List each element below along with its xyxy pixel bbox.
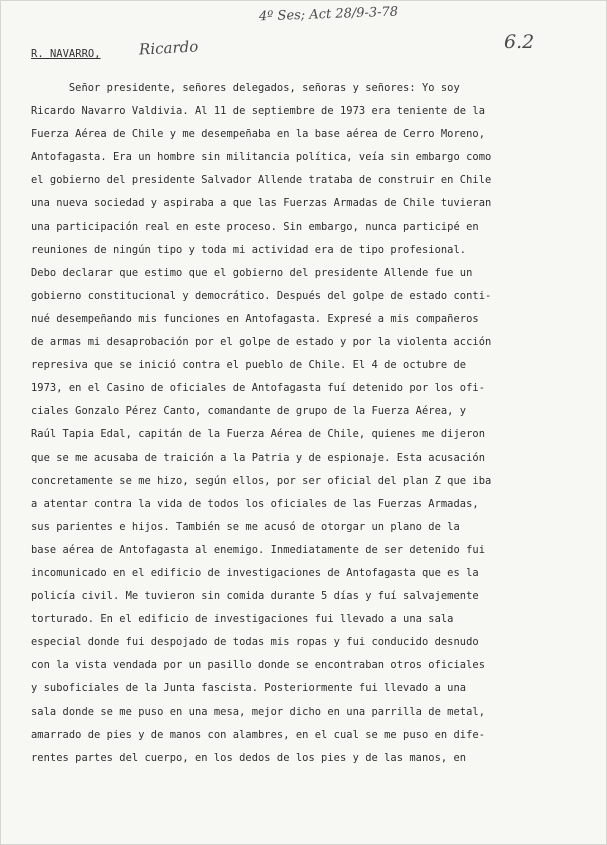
text-line: torturado. En el edificio de investigaciones fui llevado a una sala bbox=[31, 613, 454, 626]
text-line: Señor presidente, señores delegados, señoras y señores: Yo soy bbox=[31, 82, 460, 94]
text-line: Fuerza Aérea de Chile y me desempeñaba en la base aérea de Cerro Moreno, bbox=[31, 128, 486, 141]
text-line: nué desempeñando mis funciones en Antofagasta. Expresé a mis compañeros bbox=[31, 312, 479, 325]
text-line: con la vista vendada por un pasillo donde se encontraban otros oficiales bbox=[31, 659, 486, 672]
page-number: 6.2 bbox=[504, 31, 535, 53]
text-line: Raúl Tapia Edal, capitán de la Fuerza Aérea de Chile, quienes me dijeron bbox=[31, 428, 486, 441]
text-line: concretamente se me hizo, según ellos, por ser oficial del plan Z que iba bbox=[31, 474, 492, 487]
text-line: reuniones de ningún tipo y toda mi actividad era de tipo profesional. bbox=[31, 243, 467, 256]
handwritten-annotation: 4º Ses; Act 28/9-3-78 bbox=[258, 4, 399, 25]
text-line: el gobierno del presidente Salvador Allende trataba de construir en Chile bbox=[31, 174, 492, 187]
text-line: que se me acusaba de traición a la Patria y de espionaje. Esta acusación bbox=[31, 451, 486, 464]
text-line: amarrado de pies y de manos con alambres, en el cual se me puso en dife- bbox=[31, 728, 486, 741]
handwritten-first-name: Ricardo bbox=[138, 37, 199, 59]
text-line: de armas mi desaprobación por el golpe de estado y por la violenta acción bbox=[31, 336, 492, 349]
text-line: Ricardo Navarro Valdivia. Al 11 de septiembre de 1973 era teniente de la bbox=[31, 105, 486, 118]
text-line: gobierno constitucional y democrático. Después del golpe de estado conti- bbox=[31, 289, 492, 302]
text-line: una participación real en este proceso. Sin embargo, nunca participé en bbox=[31, 220, 479, 233]
text-line: ciales Gonzalo Pérez Canto, comandante de grupo de la Fuerza Aérea, y bbox=[31, 405, 467, 418]
document-body bbox=[31, 77, 591, 770]
text-line: a atentar contra la vida de todos los oficiales de las Fuerzas Armadas, bbox=[31, 497, 479, 510]
text-line: Antofagasta. Era un hombre sin militancia política, veía sin embargo como bbox=[31, 151, 492, 164]
text-line: Debo declarar que estimo que el gobierno del presidente Allende fue un bbox=[31, 266, 473, 279]
speaker-name: R. NAVARRO, bbox=[31, 48, 101, 60]
text-line: sala donde se me puso en una mesa, mejor dicho en una parrilla de metal, bbox=[31, 705, 486, 718]
text-line: policía civil. Me tuvieron sin comida durante 5 días y fuí salvajemente bbox=[31, 590, 479, 603]
text-line: represiva que se inició contra el pueblo de Chile. El 4 de octubre de bbox=[31, 359, 467, 372]
text-line: sus parientes e hijos. También se me acusó de otorgar un plano de la bbox=[31, 520, 460, 533]
text-line: base aérea de Antofagasta al enemigo. Inmediatamente de ser detenido fui bbox=[31, 543, 486, 556]
text-line: y suboficiales de la Junta fascista. Posteriormente fui llevado a una bbox=[31, 682, 467, 695]
text-line: especial donde fui despojado de todas mis ropas y fui conducido desnudo bbox=[31, 636, 479, 649]
text-line: incomunicado en el edificio de investigaciones de Antofagasta que es la bbox=[31, 566, 479, 579]
text-line: 1973, en el Casino de oficiales de Antofagasta fuí detenido por los ofi- bbox=[31, 382, 486, 395]
text-line: una nueva sociedad y aspiraba a que las Fuerzas Armadas de Chile tuvieran bbox=[31, 197, 492, 210]
text-line: rentes partes del cuerpo, en los dedos de los pies y de las manos, en bbox=[31, 751, 467, 764]
